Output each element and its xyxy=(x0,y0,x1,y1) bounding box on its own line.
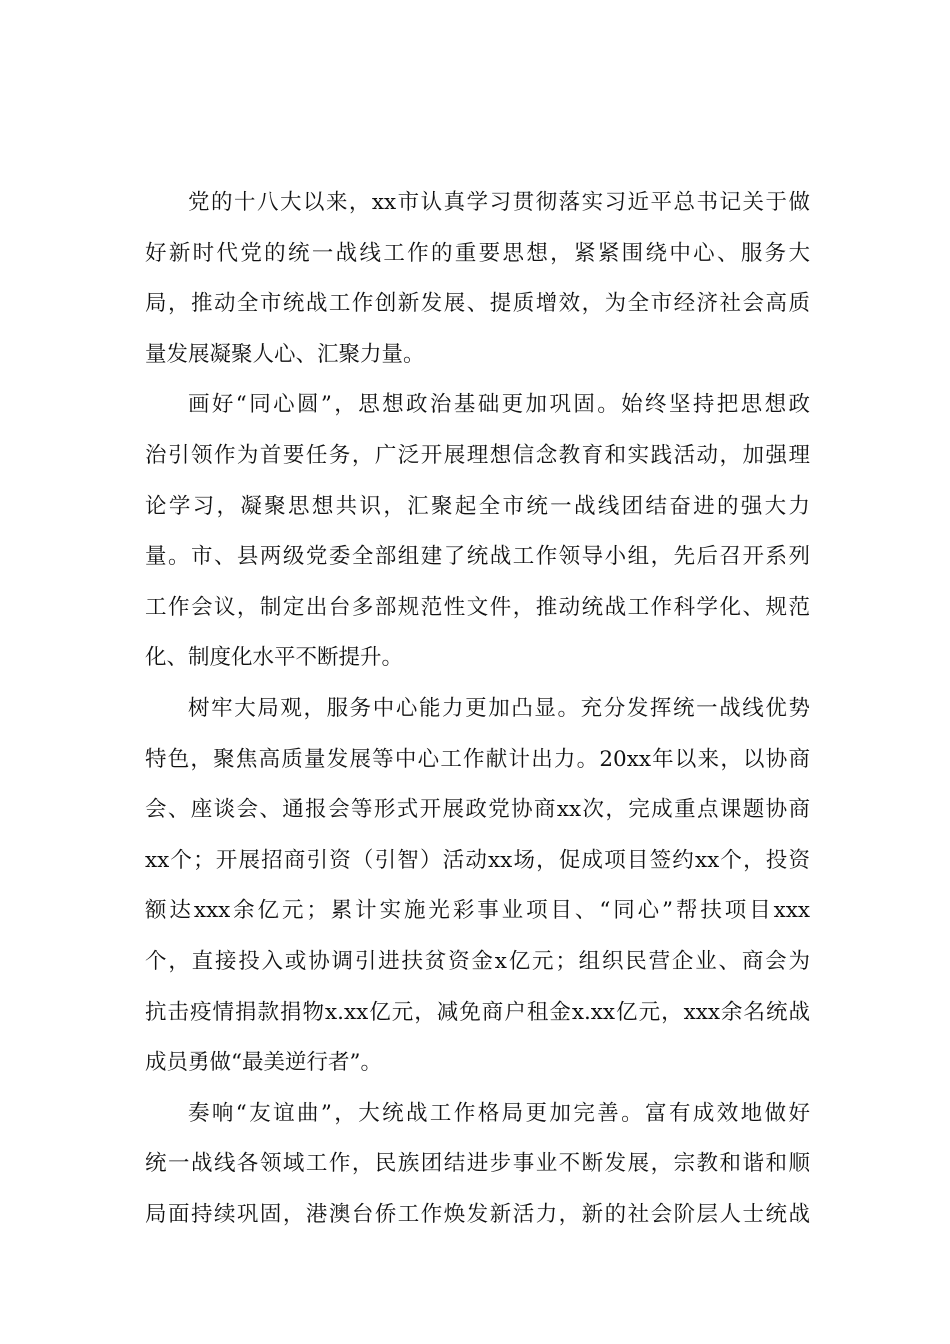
document-body xyxy=(145,178,810,1240)
paragraph-intro xyxy=(145,178,810,380)
text-line: 论学习，凝聚思想共识，汇聚起全市统一战线团结奋进的强大力 xyxy=(145,493,810,519)
text-line: 额达xxx余亿元；累计实施光彩事业项目、“同心”帮扶项目xxx xyxy=(145,898,810,924)
text-line: 抗击疫情捐款捐物x.xx亿元，减免商户租金x.xx亿元，xxx余名统战 xyxy=(145,999,810,1025)
text-line: 统一战线各领域工作，民族团结进步事业不断发展，宗教和谐和顺 xyxy=(145,1151,810,1177)
paragraph-ideology xyxy=(145,380,810,684)
text-line: 局，推动全市统战工作创新发展、提质增效，为全市经济社会高质 xyxy=(145,291,810,317)
text-line: 树牢大局观，服务中心能力更加凸显。充分发挥统一战线优势 xyxy=(188,695,810,721)
text-line: 量。市、县两级党委全部组建了统战工作领导小组，先后召开系列 xyxy=(145,544,810,570)
text-line: 个，直接投入或协调引进扶贫资金x亿元；组织民营企业、商会为 xyxy=(145,948,810,974)
text-line: 局面持续巩固，港澳台侨工作焕发新活力，新的社会阶层人士统战 xyxy=(145,1201,810,1227)
paragraph-friendship xyxy=(145,1089,810,1241)
text-line: 量发展凝聚人心、汇聚力量。 xyxy=(145,341,425,367)
text-line: 化、制度化水平不断提升。 xyxy=(145,645,404,671)
text-line: 工作会议，制定出台多部规范性文件，推动统战工作科学化、规范 xyxy=(145,594,810,620)
text-line: xx个；开展招商引资（引智）活动xx场，促成项目签约xx个，投资 xyxy=(145,847,810,873)
text-line: 成员勇做“最美逆行者”。 xyxy=(145,1050,382,1076)
text-line: 奏响“友谊曲”，大统战工作格局更加完善。富有成效地做好 xyxy=(188,1100,810,1126)
text-line: 治引领作为首要任务，广泛开展理想信念教育和实践活动，加强理 xyxy=(145,442,810,468)
text-line: 会、座谈会、通报会等形式开展政党协商xx次，完成重点课题协商 xyxy=(145,797,810,823)
text-line: 画好“同心圆”，思想政治基础更加巩固。始终坚持把思想政 xyxy=(188,392,810,418)
paragraph-service xyxy=(145,684,810,1089)
text-line: 党的十八大以来，xx市认真学习贯彻落实习近平总书记关于做 xyxy=(188,190,810,215)
text-line: 好新时代党的统一战线工作的重要思想，紧紧围绕中心、服务大 xyxy=(145,240,810,266)
text-line: 特色，聚焦高质量发展等中心工作献计出力。20xx年以来，以协商 xyxy=(145,746,810,772)
